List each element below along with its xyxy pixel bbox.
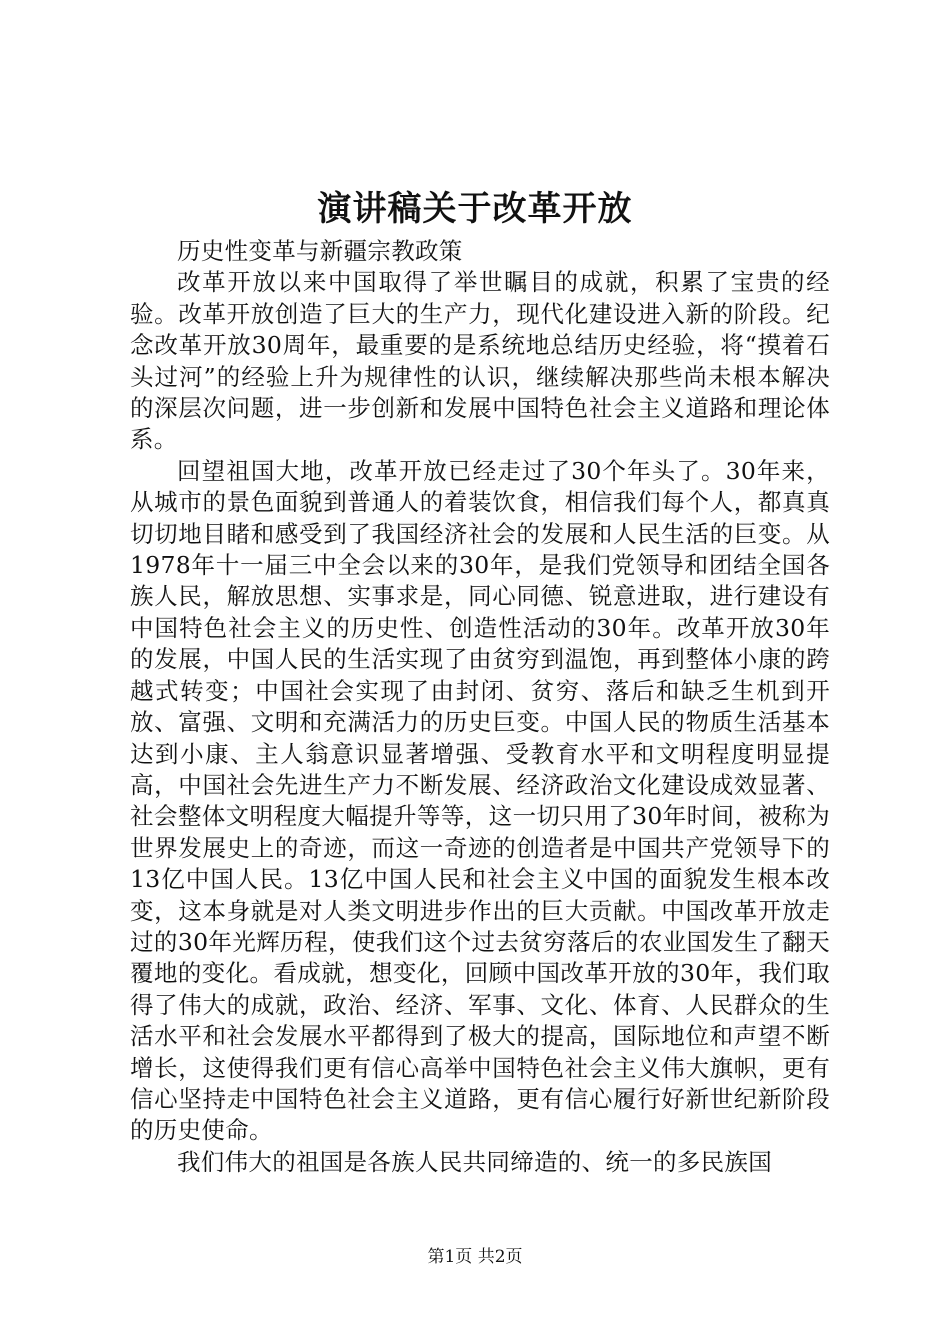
subtitle-line: 历史性变革与新疆宗教政策 bbox=[177, 237, 463, 265]
document-title: 演讲稿关于改革开放 bbox=[317, 189, 633, 229]
document-body bbox=[130, 236, 830, 1178]
paragraph-1: 改革开放以来中国取得了举世瞩目的成就，积累了宝贵的经验。改革开放创造了巨大的生产力，现代化建设进入新的阶段。纪念改革开放30周年，最重要的是系统地总结历史经验，将“摸着石头过河”的经验上升为规律性的认识，继续解决那些尚未根本解决的深层次问题，进一步创新和发展中国特色社会主义道路和理论体系。 bbox=[130, 268, 830, 454]
paragraph-2: 回望祖国大地，改革开放已经走过了30个年头了。30年来，从城市的景色面貌到普通人的着装饮食，相信我们每个人，都真真切切地目睹和感受到了我国经济社会的发展和人民生活的巨变。从1978年十一届三中全会以来的30年，是我们党领导和团结全国各族人民，解放思想、实事求是，同心同德、锐意进取，进行建设有中国特色社会主义的历史性、创造性活动的30年。改革开放30年的发展，中国人民的生活实现了由贫穷到温饱，再到整体小康的跨越式转变；中国社会实现了由封闭、贫穷、落后和缺乏生机到开放、富强、文明和充满活力的历史巨变。中国人民的物质生活基本达到小康、主人翁意识显著增强、受教育水平和文明程度明显提高，中国社会先进生产力不断发展、经济政治文化建设成效显著、社会整体文明程度大幅提升等等，这一切只用了30年时间，被称为世界发展史上的奇迹，而这一奇迹的创造者是中国共产党领导下的13亿中国人民。13亿中国人民和社会主义中国的面貌发生根本改变，这本身就是对人类文明进步作出的巨大贡献。中国改革开放走过的30年光辉历程，使我们这个过去贫穷落后的农业国发生了翻天覆地的变化。看成就，想变化，回顾中国改革开放的30年，我们取得了伟大的成就，政治、经济、军事、文化、体育、人民群众的生活水平和社会发展水平都得到了极大的提高，国际地位和声望不断增长，这使得我们更有信心高举中国特色社会主义伟大旗帜，更有信心坚持走中国特色社会主义道路，更有信心履行好新世纪新阶段的历史使命。 bbox=[130, 456, 830, 1145]
page-footer: 第1页 共2页 bbox=[427, 1247, 523, 1267]
paragraph-3: 我们伟大的祖国是各族人民共同缔造的、统一的多民族国 bbox=[177, 1147, 772, 1176]
